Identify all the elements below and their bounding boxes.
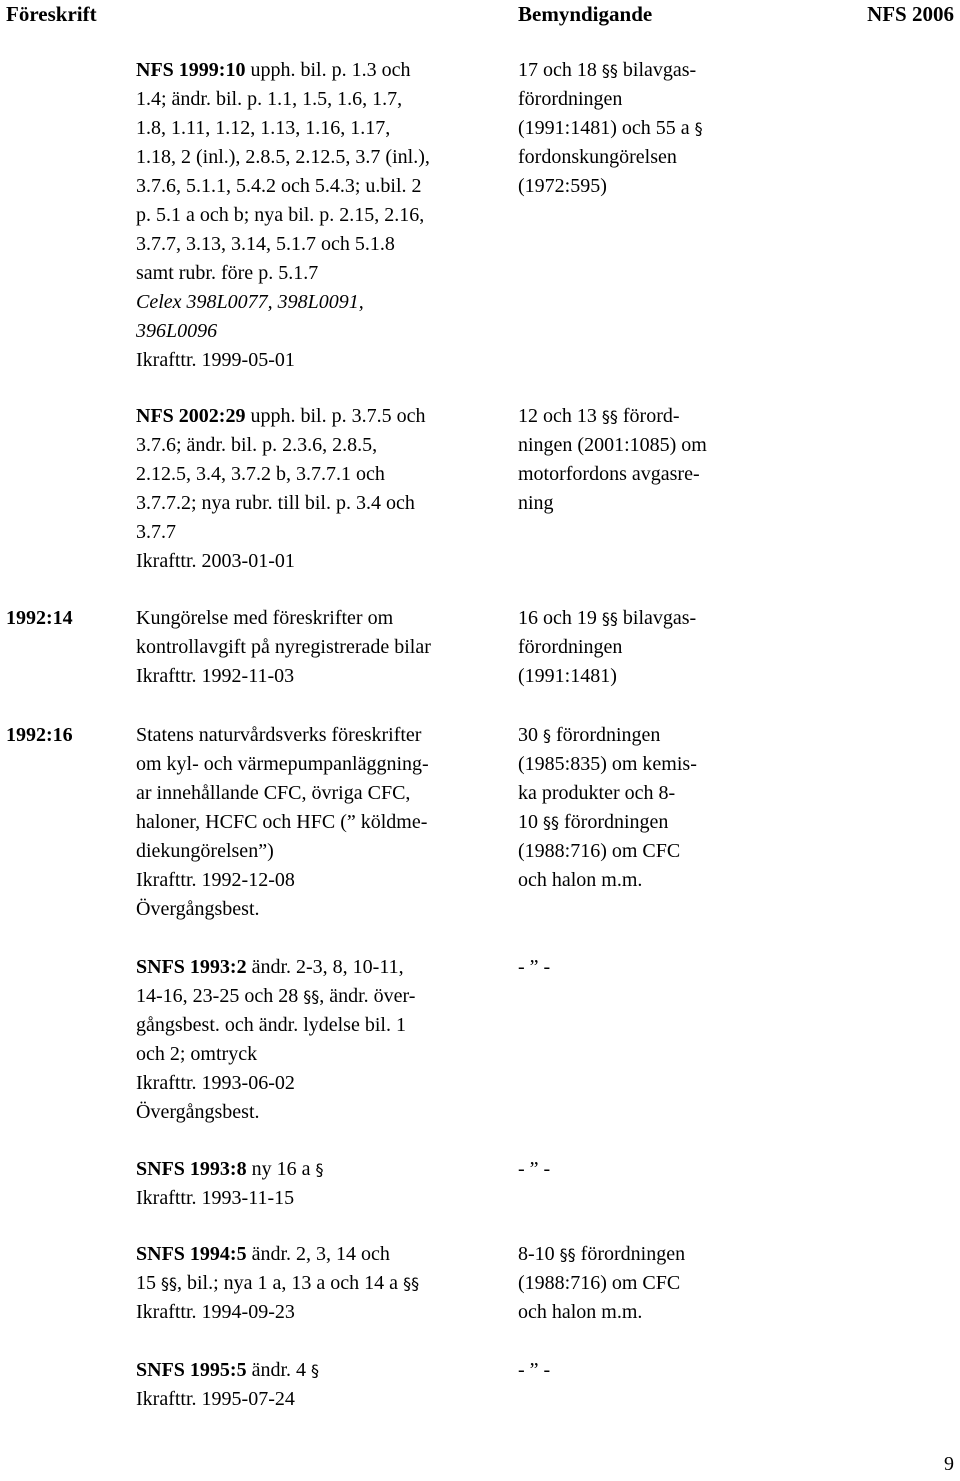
text-line: [518, 779, 697, 808]
text-line: [136, 518, 425, 547]
section-sign: §§: [601, 61, 618, 80]
text-line: [136, 808, 429, 837]
section-sign: §§: [559, 1245, 576, 1264]
section-sign: §§: [601, 609, 618, 628]
text-segment: upph. bil. p. 1.3 och: [245, 59, 411, 81]
entry-number: 1992:16: [6, 724, 73, 746]
text-segment: ändr. 2, 3, 14 och: [246, 1243, 390, 1265]
regulation-text: [136, 56, 430, 375]
text-segment: bilavgas-: [617, 59, 697, 81]
text-line: [136, 346, 430, 375]
text-segment: 14-16, 23-25 och 28: [136, 985, 304, 1007]
regulation-text: [136, 953, 415, 1127]
text-segment: , ändr. över-: [319, 985, 416, 1007]
section-sign: §§: [303, 987, 320, 1006]
text-line: [136, 1298, 419, 1327]
text-line: [136, 1069, 415, 1098]
authorization-text: [518, 56, 703, 201]
text-line: [518, 837, 697, 866]
text-segment: 396L0096: [136, 320, 218, 342]
section-sign: §: [694, 119, 703, 138]
regulation-text: [136, 1240, 419, 1327]
text-line: [518, 662, 696, 691]
text-line: [136, 895, 429, 924]
text-line: [136, 721, 429, 750]
authorization-text: [518, 1356, 550, 1385]
authorization-text: [518, 1240, 685, 1327]
text-line: [136, 866, 429, 895]
text-segment: , bil.; nya 1 a, 13 a och 14 a: [177, 1272, 404, 1294]
text-segment: Statens naturvårdsverks föreskrifter: [136, 724, 422, 746]
text-line: [518, 402, 707, 431]
text-line: [518, 85, 703, 114]
text-segment: Ikrafttr. 1994-09-23: [136, 1301, 295, 1323]
text-segment: förordningen: [518, 636, 623, 658]
header-center: Bemyndigande: [518, 2, 653, 26]
text-segment: förordningen: [559, 811, 669, 833]
text-segment: NFS 2002:29: [136, 405, 246, 427]
text-line: [518, 633, 696, 662]
section-sign: §§: [601, 407, 618, 426]
text-line: [136, 1098, 415, 1127]
text-line: [518, 1269, 685, 1298]
text-segment: Celex 398L0077, 398L0091,: [136, 291, 364, 313]
text-line: [518, 721, 697, 750]
text-segment: NFS 1999:10: [136, 59, 246, 81]
regulation-text: [136, 1155, 323, 1213]
text-line: [136, 288, 430, 317]
text-line: [136, 982, 415, 1011]
text-line: [136, 662, 431, 691]
text-segment: och halon m.m.: [518, 869, 643, 891]
text-segment: 10: [518, 811, 543, 833]
text-segment: bilavgas-: [617, 607, 697, 629]
text-line: [518, 866, 697, 895]
text-segment: 1.4; ändr. bil. p. 1.1, 1.5, 1.6, 1.7,: [136, 88, 403, 110]
text-segment: Ikrafttr. 2003-01-01: [136, 550, 295, 572]
regulation-text: [136, 721, 429, 924]
section-sign: §§: [543, 813, 559, 832]
text-segment: om kyl- och värmepumpanläggning-: [136, 753, 429, 775]
text-segment: Ikrafttr. 1992-11-03: [136, 665, 295, 687]
text-segment: - ” -: [518, 956, 551, 978]
text-segment: diekungörelsen”): [136, 840, 274, 862]
text-segment: (1991:1481) och 55 a: [518, 117, 695, 139]
text-segment: 30: [518, 724, 543, 746]
text-segment: upph. bil. p. 3.7.5 och: [245, 405, 426, 427]
text-segment: förordningen: [575, 1243, 686, 1265]
text-segment: 1.18, 2 (inl.), 2.8.5, 2.12.5, 3.7 (inl.),: [136, 146, 430, 168]
text-segment: 8-10: [518, 1243, 560, 1265]
text-segment: ändr. 2-3, 8, 10-11,: [246, 956, 404, 978]
authorization-text: [518, 953, 550, 982]
text-line: [136, 1040, 415, 1069]
text-segment: 3.7.6, 5.1.1, 5.4.2 och 5.4.3; u.bil. 2: [136, 175, 422, 197]
entry-number: 1992:14: [6, 607, 73, 629]
text-line: [518, 172, 703, 201]
text-line: [518, 1356, 550, 1385]
text-segment: - ” -: [518, 1158, 551, 1180]
regulation-text: [136, 604, 431, 691]
text-segment: ändr. 4: [246, 1359, 312, 1381]
text-segment: SNFS 1993:2: [136, 956, 247, 978]
section-sign: §§: [403, 1274, 420, 1293]
text-line: [136, 402, 425, 431]
text-segment: Kungörelse med föreskrifter om: [136, 607, 394, 629]
text-line: [518, 56, 703, 85]
text-segment: ning: [518, 492, 554, 514]
page-number: 9: [944, 1453, 954, 1475]
regulation-text: [136, 1356, 319, 1414]
text-line: [136, 1155, 323, 1184]
text-segment: ar innehållande CFC, övriga CFC,: [136, 782, 411, 804]
text-segment: Ikrafttr. 1992-12-08: [136, 869, 295, 891]
text-line: [136, 633, 431, 662]
regulation-text: [136, 402, 425, 576]
text-segment: ningen (2001:1085) om: [518, 434, 707, 456]
text-line: [518, 604, 696, 633]
text-segment: SNFS 1995:5: [136, 1359, 247, 1381]
text-segment: - ” -: [518, 1359, 551, 1381]
text-segment: (1985:835) om kemis-: [518, 753, 697, 775]
text-line: [518, 114, 703, 143]
text-line: [136, 1385, 319, 1414]
text-line: [518, 431, 707, 460]
text-line: [136, 604, 431, 633]
text-line: [518, 143, 703, 172]
text-segment: Övergångsbest.: [136, 898, 260, 920]
text-segment: (1991:1481): [518, 665, 617, 687]
text-segment: kontrollavgift på nyregistrerade bilar: [136, 636, 431, 658]
text-line: [136, 1184, 323, 1213]
text-segment: Ikrafttr. 1993-11-15: [136, 1187, 295, 1209]
text-segment: 1.8, 1.11, 1.12, 1.13, 1.16, 1.17,: [136, 117, 391, 139]
section-sign: §§: [161, 1274, 177, 1293]
text-segment: Ikrafttr. 1995-07-24: [136, 1388, 295, 1410]
text-line: [136, 85, 430, 114]
text-segment: ka produkter och 8-: [518, 782, 676, 804]
text-segment: haloner, HCFC och HFC (” köldme-: [136, 811, 428, 833]
authorization-text: [518, 721, 697, 895]
text-line: [136, 317, 430, 346]
text-line: [518, 1155, 550, 1184]
section-sign: §: [543, 726, 551, 745]
text-line: [136, 143, 430, 172]
text-segment: 2.12.5, 3.4, 3.7.2 b, 3.7.7.1 och: [136, 463, 385, 485]
text-segment: motorfordons avgasre-: [518, 463, 700, 485]
text-line: [136, 489, 425, 518]
text-line: [136, 547, 425, 576]
text-segment: förordningen: [551, 724, 661, 746]
text-segment: 3.7.7.2; nya rubr. till bil. p. 3.4 och: [136, 492, 415, 514]
text-line: [518, 489, 707, 518]
text-segment: (1988:716) om CFC: [518, 1272, 681, 1294]
text-segment: och halon m.m.: [518, 1301, 643, 1323]
text-line: [136, 56, 430, 85]
section-sign: §: [311, 1361, 320, 1380]
header-left: Föreskrift: [6, 2, 97, 26]
text-line: [136, 114, 430, 143]
text-segment: gångsbest. och ändr. lydelse bil. 1: [136, 1014, 406, 1036]
text-line: [518, 1298, 685, 1327]
text-line: [136, 460, 425, 489]
text-segment: (1972:595): [518, 175, 607, 197]
text-segment: samt rubr. före p. 5.1.7: [136, 262, 319, 284]
authorization-text: [518, 402, 707, 518]
text-line: [518, 750, 697, 779]
text-line: [136, 230, 430, 259]
text-segment: förordningen: [518, 88, 623, 110]
text-line: [136, 1356, 319, 1385]
authorization-text: [518, 1155, 550, 1184]
text-segment: ny 16 a: [246, 1158, 316, 1180]
text-segment: SNFS 1994:5: [136, 1243, 247, 1265]
text-line: [136, 431, 425, 460]
text-segment: 3.7.7: [136, 521, 176, 543]
text-line: [136, 201, 430, 230]
text-segment: 3.7.7, 3.13, 3.14, 5.1.7 och 5.1.8: [136, 233, 395, 255]
text-segment: 15: [136, 1272, 161, 1294]
text-segment: 16 och 19: [518, 607, 602, 629]
text-segment: förord-: [617, 405, 680, 427]
text-segment: 17 och 18: [518, 59, 602, 81]
text-line: [518, 808, 697, 837]
text-line: [136, 1011, 415, 1040]
text-line: [518, 953, 550, 982]
text-line: [136, 779, 429, 808]
header-right: NFS 2006: [867, 2, 954, 26]
text-segment: Ikrafttr. 1993-06-02: [136, 1072, 295, 1094]
text-segment: 12 och 13: [518, 405, 602, 427]
text-line: [136, 837, 429, 866]
text-line: [136, 172, 430, 201]
text-segment: Ikrafttr. 1999-05-01: [136, 349, 295, 371]
text-line: [136, 953, 415, 982]
text-segment: och 2; omtryck: [136, 1043, 258, 1065]
section-sign: §: [315, 1160, 324, 1179]
authorization-text: [518, 604, 696, 691]
text-line: [136, 1269, 419, 1298]
text-segment: 3.7.6; ändr. bil. p. 2.3.6, 2.8.5,: [136, 434, 378, 456]
text-segment: p. 5.1 a och b; nya bil. p. 2.15, 2.16,: [136, 204, 425, 226]
text-line: [136, 750, 429, 779]
text-line: [136, 259, 430, 288]
text-segment: (1988:716) om CFC: [518, 840, 681, 862]
text-line: [518, 460, 707, 489]
text-segment: Övergångsbest.: [136, 1101, 260, 1123]
text-line: [518, 1240, 685, 1269]
text-segment: SNFS 1993:8: [136, 1158, 247, 1180]
text-line: [136, 1240, 419, 1269]
text-segment: fordonskungörelsen: [518, 146, 677, 168]
